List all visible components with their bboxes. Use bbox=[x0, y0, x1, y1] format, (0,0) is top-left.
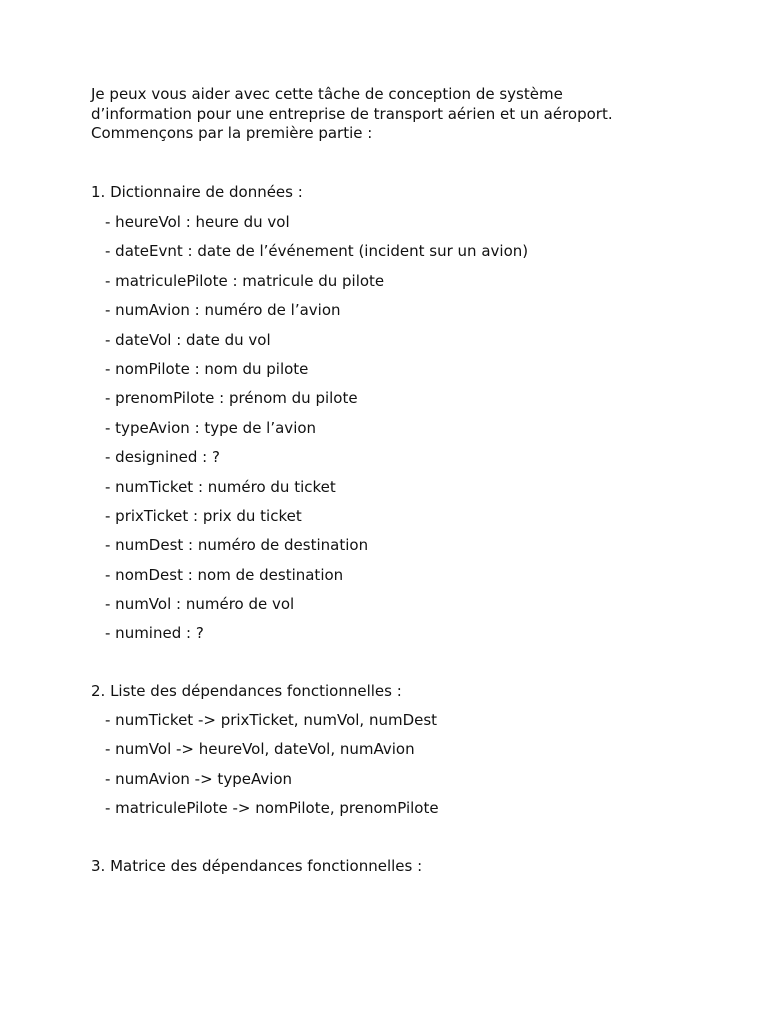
list-item: - prixTicket : prix du ticket bbox=[105, 506, 302, 525]
list-item: - prenomPilote : prénom du pilote bbox=[105, 389, 358, 408]
list-item: - heureVol : heure du vol bbox=[105, 213, 290, 231]
list-item: - nomDest : nom de destination bbox=[105, 565, 344, 584]
list-item: - nomPilote : nom du pilote bbox=[105, 359, 309, 378]
functional-dependencies-list bbox=[105, 710, 439, 828]
data-dictionary-list bbox=[105, 212, 528, 653]
list-item: - numTicket -> prixTicket, numVol, numDest bbox=[105, 711, 438, 729]
list-item: - designined : ? bbox=[105, 448, 220, 467]
intro-paragraph bbox=[91, 85, 731, 144]
list-item: - numVol : numéro de vol bbox=[105, 595, 295, 614]
list-item: - numTicket : numéro du ticket bbox=[105, 477, 336, 496]
section-heading-data-dictionary: 1. Dictionnaire de données : bbox=[91, 183, 303, 201]
section-heading-dependency-matrix: 3. Matrice des dépendances fonctionnelles : bbox=[91, 857, 423, 875]
list-item: - matriculePilote : matricule du pilote bbox=[105, 271, 385, 290]
intro-line: Je peux vous aider avec cette tâche de conception de système bbox=[91, 85, 563, 103]
list-item: - numAvion : numéro de l’avion bbox=[105, 301, 341, 320]
list-item: - typeAvion : type de l’avion bbox=[105, 418, 317, 437]
list-item: - numVol -> heureVol, dateVol, numAvion bbox=[105, 740, 415, 759]
list-item: - numAvion -> typeAvion bbox=[105, 769, 293, 788]
list-item: - numDest : numéro de destination bbox=[105, 536, 369, 555]
list-item: - matriculePilote -> nomPilote, prenomPilote bbox=[105, 799, 439, 818]
list-item: - dateEvnt : date de l’événement (incident sur un avion) bbox=[105, 242, 529, 261]
intro-line: d’information pour une entreprise de transport aérien et un aéroport. bbox=[91, 104, 613, 123]
list-item: - numined : ? bbox=[105, 624, 204, 643]
list-item: - dateVol : date du vol bbox=[105, 330, 271, 349]
section-heading-functional-dependencies: 2. Liste des dépendances fonctionnelles : bbox=[91, 682, 402, 700]
intro-line: Commençons par la première partie : bbox=[91, 124, 373, 142]
